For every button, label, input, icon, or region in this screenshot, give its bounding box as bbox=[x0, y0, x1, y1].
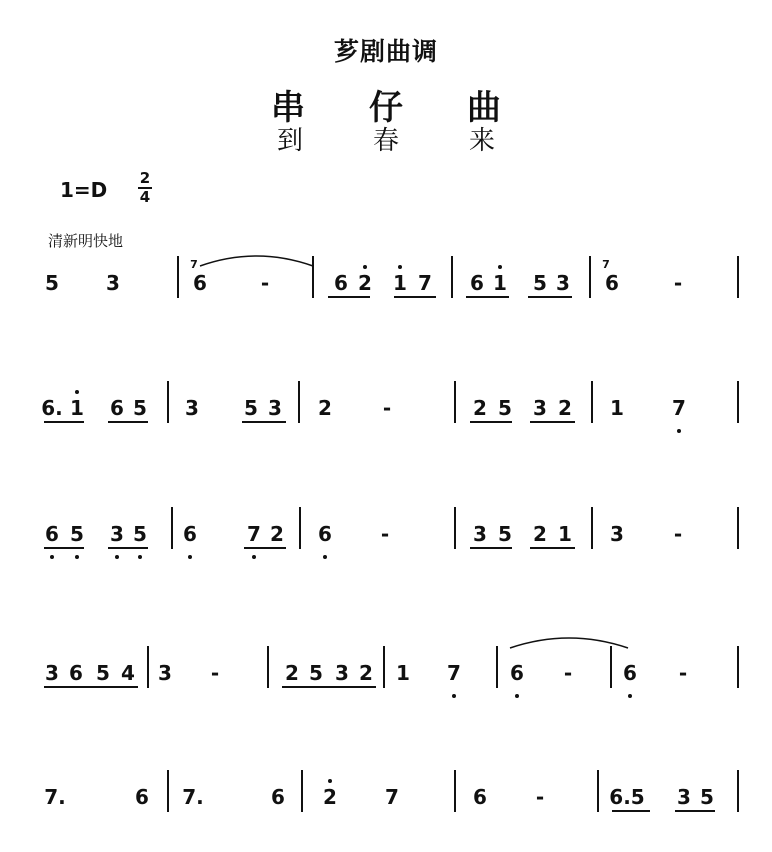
song-subtitle: 到春来 bbox=[276, 126, 565, 156]
note: 3 bbox=[110, 522, 124, 546]
note: 2 bbox=[558, 396, 572, 420]
note: 7 bbox=[247, 522, 261, 546]
note: 5 bbox=[533, 271, 547, 295]
note: 2 bbox=[533, 522, 547, 546]
octave-dot-below bbox=[628, 694, 632, 698]
note: 3 bbox=[556, 271, 570, 295]
note: 6.5 bbox=[609, 785, 645, 809]
note: 6 bbox=[110, 396, 124, 420]
note: 6 bbox=[605, 271, 619, 295]
note: 5 bbox=[133, 522, 147, 546]
note: 6 bbox=[183, 522, 197, 546]
note: 3 bbox=[473, 522, 487, 546]
note: 1 bbox=[493, 271, 507, 295]
note: 5 bbox=[244, 396, 258, 420]
note: 2 bbox=[473, 396, 487, 420]
dash-note: - bbox=[210, 661, 220, 685]
note: 2 bbox=[318, 396, 332, 420]
note: 5 bbox=[309, 661, 323, 685]
note: 6 bbox=[334, 271, 348, 295]
note: 1 bbox=[70, 396, 84, 420]
octave-dot-below bbox=[452, 694, 456, 698]
key-signature: 1=D bbox=[60, 178, 108, 202]
note: 7 bbox=[672, 396, 686, 420]
note: 5 bbox=[70, 522, 84, 546]
note: 1 bbox=[558, 522, 572, 546]
octave-dot-below bbox=[138, 555, 142, 559]
note: 3 bbox=[335, 661, 349, 685]
note: 7 bbox=[418, 271, 432, 295]
grace-note: 7 bbox=[190, 258, 198, 271]
octave-dot-above bbox=[363, 265, 367, 269]
song-title: 串仔曲 bbox=[271, 88, 565, 128]
octave-dot-below bbox=[323, 555, 327, 559]
octave-dot-above bbox=[328, 779, 332, 783]
note: 3 bbox=[533, 396, 547, 420]
note: 6 bbox=[623, 661, 637, 685]
note: 6 bbox=[135, 785, 149, 809]
note: 6 bbox=[69, 661, 83, 685]
dash-note: - bbox=[678, 661, 688, 685]
note: 2 bbox=[323, 785, 337, 809]
dash-note: - bbox=[673, 522, 683, 546]
dash-note: - bbox=[673, 271, 683, 295]
note: 6 bbox=[45, 522, 59, 546]
note: 2 bbox=[285, 661, 299, 685]
note: 6 bbox=[510, 661, 524, 685]
note: 5 bbox=[700, 785, 714, 809]
octave-dot-below bbox=[75, 555, 79, 559]
octave-dot-above bbox=[75, 390, 79, 394]
note: 7 bbox=[447, 661, 461, 685]
octave-dot-below bbox=[252, 555, 256, 559]
octave-dot-below bbox=[50, 555, 54, 559]
tempo-marking: 清新明快地 bbox=[48, 232, 124, 250]
dash-note: - bbox=[535, 785, 545, 809]
note: 2 bbox=[358, 271, 372, 295]
note: 1 bbox=[610, 396, 624, 420]
grace-note: 7 bbox=[602, 258, 610, 271]
note: 6 bbox=[271, 785, 285, 809]
note: 5 bbox=[498, 522, 512, 546]
octave-dot-below bbox=[515, 694, 519, 698]
note: 2 bbox=[359, 661, 373, 685]
note: 7 bbox=[385, 785, 399, 809]
note: 1 bbox=[393, 271, 407, 295]
note: 7. bbox=[182, 785, 204, 809]
octave-dot-below bbox=[188, 555, 192, 559]
note: 4 bbox=[121, 661, 135, 685]
note: 5 bbox=[45, 271, 59, 295]
note: 3 bbox=[158, 661, 172, 685]
dash-note: - bbox=[382, 396, 392, 420]
note: 2 bbox=[270, 522, 284, 546]
octave-dot-above bbox=[398, 265, 402, 269]
note: 3 bbox=[677, 785, 691, 809]
note: 5 bbox=[96, 661, 110, 685]
dash-note: - bbox=[260, 271, 270, 295]
slur-arc bbox=[200, 256, 313, 266]
octave-dot-below bbox=[677, 429, 681, 433]
note: 6 bbox=[318, 522, 332, 546]
time-signature-denominator: 4 bbox=[139, 188, 151, 206]
note: 6 bbox=[193, 271, 207, 295]
genre-heading: 芗剧曲调 bbox=[333, 37, 438, 66]
note: 6 bbox=[470, 271, 484, 295]
time-signature-numerator: 2 bbox=[139, 169, 151, 187]
note: 1 bbox=[396, 661, 410, 685]
octave-dot-below bbox=[115, 555, 119, 559]
note: 7. bbox=[44, 785, 66, 809]
note: 3 bbox=[610, 522, 624, 546]
note: 6. bbox=[41, 396, 63, 420]
octave-dot-above bbox=[498, 265, 502, 269]
dash-note: - bbox=[563, 661, 573, 685]
note: 6 bbox=[473, 785, 487, 809]
note: 3 bbox=[268, 396, 282, 420]
note: 3 bbox=[185, 396, 199, 420]
note: 3 bbox=[45, 661, 59, 685]
note: 3 bbox=[106, 271, 120, 295]
note: 5 bbox=[498, 396, 512, 420]
dash-note: - bbox=[380, 522, 390, 546]
note: 5 bbox=[133, 396, 147, 420]
